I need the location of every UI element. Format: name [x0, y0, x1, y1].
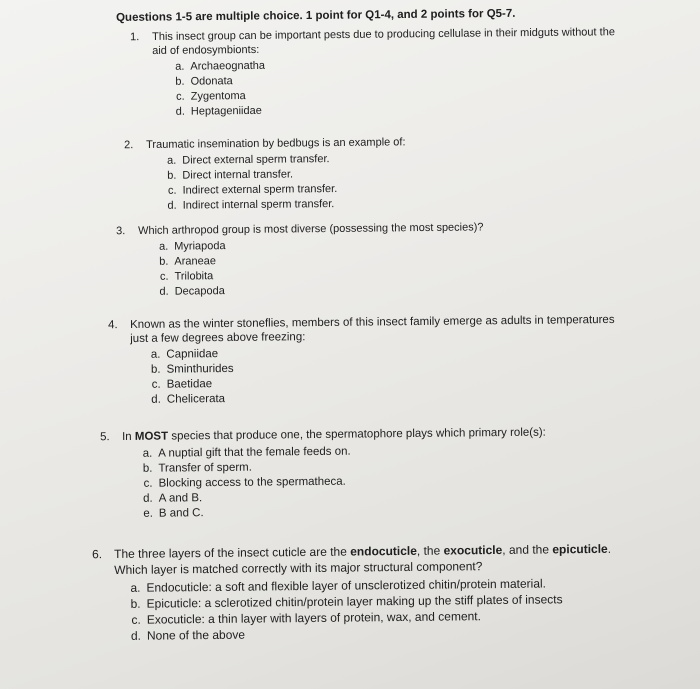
- stem-text: The three layers of the insect cuticle are the: [114, 544, 351, 561]
- option-text: Araneae: [174, 255, 217, 268]
- option-letter: d.: [143, 492, 153, 505]
- option-text: Sminthurides: [166, 362, 234, 376]
- option-letter: c.: [143, 477, 153, 490]
- answer-option-e: [137, 503, 547, 522]
- stem-line: aid of endosymbionts:: [152, 43, 260, 57]
- question-number: 3.: [116, 225, 126, 238]
- stem-emphasis: MOST: [134, 430, 169, 443]
- question-3: [116, 220, 484, 300]
- option-text: Exocuticle: a thin layer with layers of protein, wax, and cement.: [146, 609, 481, 627]
- option-letter: a.: [150, 348, 161, 361]
- option-letter: b.: [130, 596, 141, 611]
- stem-line: Known as the winter stoneflies, members of this insect family emerge as adults in temperatures: [130, 313, 615, 331]
- option-letter: b.: [167, 169, 177, 182]
- stem-line: just a few degrees above freezing:: [130, 331, 306, 345]
- question-number: 4.: [108, 319, 118, 332]
- instructions-header: Questions 1-5 are multiple choice. 1 point for Q1-4, and 2 points for Q5-7.: [116, 7, 516, 24]
- stem-line: [122, 426, 546, 445]
- question-number: 6.: [92, 547, 103, 562]
- answer-option-d: [161, 196, 407, 214]
- option-letter: d.: [167, 199, 177, 212]
- option-text: A nuptial gift that the female feeds on.: [158, 445, 351, 460]
- stem-text: species that produce one, the spermatophore plays which primary role(s):: [168, 426, 546, 443]
- option-letter: a.: [166, 154, 177, 167]
- option-letter: d.: [159, 285, 169, 298]
- option-text: Direct external sperm transfer.: [182, 153, 330, 167]
- option-letter: b.: [142, 462, 153, 475]
- option-text: Indirect internal sperm transfer.: [182, 198, 335, 212]
- question-4: [108, 313, 615, 408]
- option-text: Trilobita: [174, 270, 214, 283]
- option-letter: c.: [167, 184, 177, 197]
- stem-line: This insect group can be important pests due to producing cellulase in their midguts without the: [152, 26, 615, 43]
- option-letter: a.: [130, 580, 141, 595]
- question-stem: [130, 25, 615, 58]
- option-text: B and C.: [158, 507, 204, 520]
- option-text: Endocuticle: a soft and flexible layer of unsclerotized chitin/protein material.: [146, 576, 547, 595]
- stem-line: Which layer is matched correctly with its major structural component?: [114, 559, 483, 577]
- answer-options: [168, 55, 615, 120]
- question-stem: [92, 541, 612, 578]
- option-text: Archaeognatha: [190, 59, 266, 73]
- answer-option-d: [153, 281, 485, 299]
- option-text: Transfer of sperm.: [158, 461, 252, 475]
- option-letter: b.: [150, 363, 161, 376]
- option-text: Odonata: [190, 75, 233, 88]
- option-text: Decapoda: [174, 285, 225, 298]
- option-letter: d.: [130, 628, 142, 643]
- stem-line: Traumatic insemination by bedbugs is an example of:: [146, 136, 406, 151]
- stem-text: , the: [416, 543, 444, 558]
- answer-options: [144, 343, 615, 408]
- term-endocuticle: endocuticle: [350, 543, 417, 559]
- question-number: 5.: [100, 431, 110, 444]
- option-text: Indirect external sperm transfer.: [182, 183, 338, 197]
- option-letter: d.: [151, 393, 161, 406]
- question-stem: [124, 135, 406, 152]
- question-stem: [116, 220, 484, 238]
- answer-options: [124, 575, 612, 644]
- option-text: Epicuticle: a sclerotized chitin/protein layer making up the stiff plates of insects: [146, 592, 563, 611]
- option-text: Chelicerata: [166, 393, 226, 406]
- question-stem: [108, 313, 615, 346]
- option-text: Blocking access to the spermatheca.: [158, 475, 346, 490]
- question-number: 2.: [124, 139, 134, 152]
- option-letter: e.: [143, 507, 153, 520]
- option-letter: c.: [159, 270, 169, 283]
- option-letter: d.: [175, 105, 185, 118]
- option-letter: c.: [151, 378, 161, 391]
- option-letter: c.: [131, 612, 141, 627]
- option-text: Zygentoma: [190, 90, 246, 103]
- question-6: [92, 541, 612, 644]
- stem-text: In: [122, 430, 135, 443]
- stem-line: Which arthropod group is most diverse (possessing the most species)?: [138, 221, 484, 237]
- option-text: Capniidae: [166, 348, 219, 361]
- option-text: A and B.: [158, 492, 203, 505]
- term-exocuticle: exocuticle: [443, 542, 503, 558]
- question-stem: [100, 426, 546, 445]
- option-text: Heptageniidae: [190, 104, 262, 118]
- question-1: [130, 25, 616, 120]
- answer-options: [160, 151, 406, 214]
- option-letter: a.: [142, 447, 153, 460]
- term-epicuticle: epicuticle: [552, 541, 608, 557]
- answer-options: [136, 443, 547, 522]
- option-text: Myriapoda: [174, 240, 226, 253]
- option-letter: b.: [159, 255, 169, 268]
- question-number: 1.: [130, 31, 140, 44]
- option-letter: c.: [176, 90, 185, 103]
- stem-text: , and the: [502, 542, 553, 557]
- option-letter: a.: [158, 240, 169, 253]
- question-5: [100, 426, 547, 522]
- option-text: None of the above: [146, 627, 246, 643]
- answer-options: [152, 236, 484, 299]
- option-text: Baetidae: [166, 378, 213, 391]
- stem-text: .: [607, 541, 612, 556]
- option-letter: a.: [175, 60, 185, 73]
- option-text: Direct internal transfer.: [182, 168, 294, 182]
- question-2: [124, 135, 406, 214]
- option-letter: b.: [175, 75, 185, 88]
